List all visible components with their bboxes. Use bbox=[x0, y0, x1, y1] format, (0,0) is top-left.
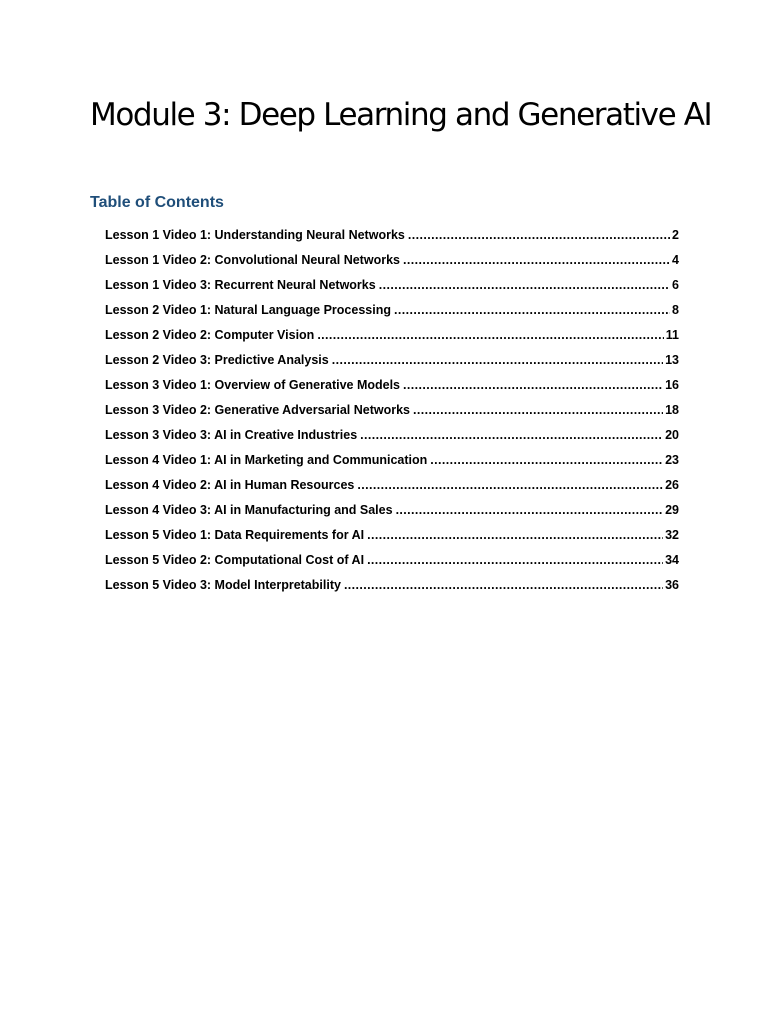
toc-entry[interactable] bbox=[105, 325, 679, 350]
toc-entry-page[interactable]: 18 bbox=[665, 403, 679, 417]
toc-entry[interactable] bbox=[105, 425, 679, 450]
toc-entry-label[interactable]: Lesson 3 Video 3: AI in Creative Industries bbox=[105, 428, 358, 442]
toc-dot-leader bbox=[332, 350, 663, 370]
toc-entry-label[interactable]: Lesson 5 Video 3: Model Interpretability bbox=[105, 578, 341, 592]
toc-dot-leader bbox=[357, 475, 663, 495]
toc-entry[interactable] bbox=[105, 250, 679, 275]
toc-entry-label[interactable]: Lesson 1 Video 3: Recurrent Neural Networks bbox=[105, 278, 376, 292]
toc-entry[interactable] bbox=[105, 475, 679, 500]
toc-entry-label[interactable]: Lesson 5 Video 2: Computational Cost of AI bbox=[105, 553, 365, 567]
toc-entry-page[interactable]: 29 bbox=[665, 503, 679, 517]
toc-entry[interactable] bbox=[105, 525, 679, 550]
toc-entry-page[interactable]: 8 bbox=[672, 303, 679, 317]
toc-entry-page[interactable]: 13 bbox=[665, 353, 679, 367]
toc-dot-leader bbox=[360, 425, 663, 445]
toc-dot-leader bbox=[379, 275, 670, 295]
toc-dot-leader bbox=[367, 550, 663, 570]
toc-dot-leader bbox=[367, 525, 663, 545]
toc-entry-label[interactable]: Lesson 3 Video 1: Overview of Generative Models bbox=[105, 378, 401, 392]
toc-entry[interactable] bbox=[105, 450, 679, 475]
toc-dot-leader bbox=[430, 450, 663, 470]
toc-entry[interactable] bbox=[105, 575, 679, 600]
toc-dot-leader bbox=[403, 375, 663, 395]
toc-dot-leader bbox=[408, 225, 670, 245]
toc-entry[interactable] bbox=[105, 550, 679, 575]
toc-heading: Table of Contents bbox=[90, 194, 224, 211]
toc-entry-page[interactable]: 4 bbox=[672, 253, 679, 267]
toc-entry-label[interactable]: Lesson 3 Video 2: Generative Adversarial Networks bbox=[105, 403, 410, 417]
toc-entry-label[interactable]: Lesson 2 Video 3: Predictive Analysis bbox=[105, 353, 329, 367]
toc-entry-label[interactable]: Lesson 5 Video 1: Data Requirements for AI bbox=[105, 528, 365, 542]
table-of-contents bbox=[105, 225, 679, 600]
toc-entry-page[interactable]: 36 bbox=[665, 578, 679, 592]
toc-dot-leader bbox=[396, 500, 664, 520]
toc-entry[interactable] bbox=[105, 275, 679, 300]
toc-entry[interactable] bbox=[105, 500, 679, 525]
toc-dot-leader bbox=[403, 250, 670, 270]
toc-entry-label[interactable]: Lesson 4 Video 3: AI in Manufacturing and Sales bbox=[105, 503, 393, 517]
toc-entry-label[interactable]: Lesson 2 Video 2: Computer Vision bbox=[105, 328, 315, 342]
toc-entry-label[interactable]: Lesson 1 Video 2: Convolutional Neural Networks bbox=[105, 253, 400, 267]
toc-entry-page[interactable]: 23 bbox=[665, 453, 679, 467]
toc-entry-page[interactable]: 32 bbox=[665, 528, 679, 542]
toc-entry-label[interactable]: Lesson 4 Video 2: AI in Human Resources bbox=[105, 478, 355, 492]
toc-entry-label[interactable]: Lesson 2 Video 1: Natural Language Processing bbox=[105, 303, 391, 317]
toc-entry[interactable] bbox=[105, 225, 679, 250]
toc-dot-leader bbox=[413, 400, 663, 420]
page-title: Module 3: Deep Learning and Generative AI bbox=[90, 97, 712, 133]
toc-entry-page[interactable]: 34 bbox=[665, 553, 679, 567]
toc-entry-label[interactable]: Lesson 1 Video 1: Understanding Neural Networks bbox=[105, 228, 405, 242]
toc-entry-page[interactable]: 20 bbox=[665, 428, 679, 442]
toc-entry[interactable] bbox=[105, 300, 679, 325]
toc-entry-page[interactable]: 16 bbox=[665, 378, 679, 392]
toc-dot-leader bbox=[317, 325, 663, 345]
toc-dot-leader bbox=[394, 300, 670, 320]
toc-entry[interactable] bbox=[105, 350, 679, 375]
toc-entry-page[interactable]: 2 bbox=[672, 228, 679, 242]
toc-entry[interactable] bbox=[105, 375, 679, 400]
toc-entry-page[interactable]: 6 bbox=[672, 278, 679, 292]
toc-entry[interactable] bbox=[105, 400, 679, 425]
toc-entry-label[interactable]: Lesson 4 Video 1: AI in Marketing and Communication bbox=[105, 453, 428, 467]
toc-entry-page[interactable]: 11 bbox=[665, 328, 679, 342]
toc-entry-page[interactable]: 26 bbox=[665, 478, 679, 492]
toc-dot-leader bbox=[344, 575, 663, 595]
